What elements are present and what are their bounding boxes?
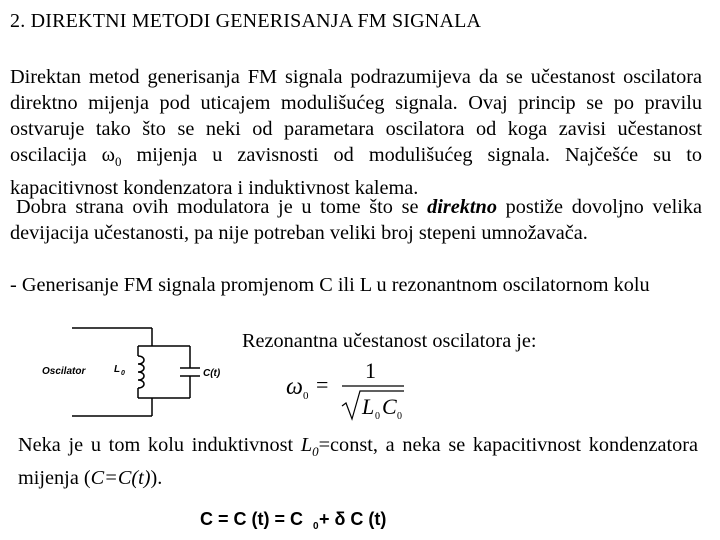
inductor-subscript: 0 xyxy=(121,370,125,377)
formula1-l-sub: 0 xyxy=(375,411,380,422)
oscillator-label: Oscilator xyxy=(42,366,86,377)
p3-ct: C=C(t) xyxy=(90,467,151,490)
paragraph-advantage xyxy=(10,194,702,246)
formula1-c-sub: 0 xyxy=(397,411,402,422)
formula1-omega: ω xyxy=(286,374,303,400)
formula1-equals: = xyxy=(316,372,329,397)
capacitance-formula xyxy=(200,505,390,535)
formula1-l: L xyxy=(362,394,375,419)
paragraph-advantage-text-a: Dobra strana ovih modulatora je u tome što se xyxy=(16,196,428,218)
capacitor-label: C(t) xyxy=(203,368,221,379)
paragraph-constant-inductance xyxy=(18,432,698,491)
p3-l0-sub: 0 xyxy=(312,444,319,460)
omega-symbol: ω xyxy=(101,144,115,166)
resonance-label: Rezonantna učestanost oscilatora je: xyxy=(242,330,537,352)
formula2-sub: 0 xyxy=(313,521,319,532)
p3-l0: L xyxy=(300,434,313,456)
lc-circuit-diagram xyxy=(40,318,240,428)
p3-text-a: Neka je u tom kolu induktivnost xyxy=(18,434,301,456)
emphasis-direktno: direktno xyxy=(427,196,497,218)
p3-text-c: ). xyxy=(150,467,163,490)
section-heading: 2. DIREKTNI METODI GENERISANJA FM SIGNALA xyxy=(10,10,482,32)
formula1-omega-sub: 0 xyxy=(303,390,309,402)
resonance-formula xyxy=(286,358,416,426)
p3-text-b: =const, a neka se kapacitivnost kondenzatora mijenja ( xyxy=(18,434,699,490)
formula2-main: C = C (t) = C xyxy=(200,509,304,529)
formula2-rest: + δ C (t) xyxy=(319,509,387,529)
inductor-label: L xyxy=(114,364,121,375)
paragraph-intro-text-b: mijenja u zavisnosti od modulišućeg signala. Najčešće su to kapacitivnost kondenzatora i induktivnost kalema. xyxy=(10,144,702,200)
paragraph-advantage-text-b: postiže dovoljno velika devijacija učestanosti, pa nije potreban veliki broj stepeni umnožavača. xyxy=(10,196,702,244)
paragraph-intro-text-a: Direktan metod generisanja FM signala podrazumijeva da se učestanost oscilatora direktno mijenja pod uticajem modulišućeg signala. Ovaj princip se po pravilu ostvaruje tako što se neki od parametara oscilatora od koga zavisi učestanost oscilacija xyxy=(10,66,702,166)
bullet-item: - Generisanje FM signala promjenom C ili L u rezonantnom oscilatornom kolu xyxy=(10,274,650,296)
paragraph-intro xyxy=(10,64,702,201)
formula1-c: C xyxy=(382,394,397,419)
omega-subscript: 0 xyxy=(114,154,122,170)
formula1-numerator: 1 xyxy=(365,358,376,383)
